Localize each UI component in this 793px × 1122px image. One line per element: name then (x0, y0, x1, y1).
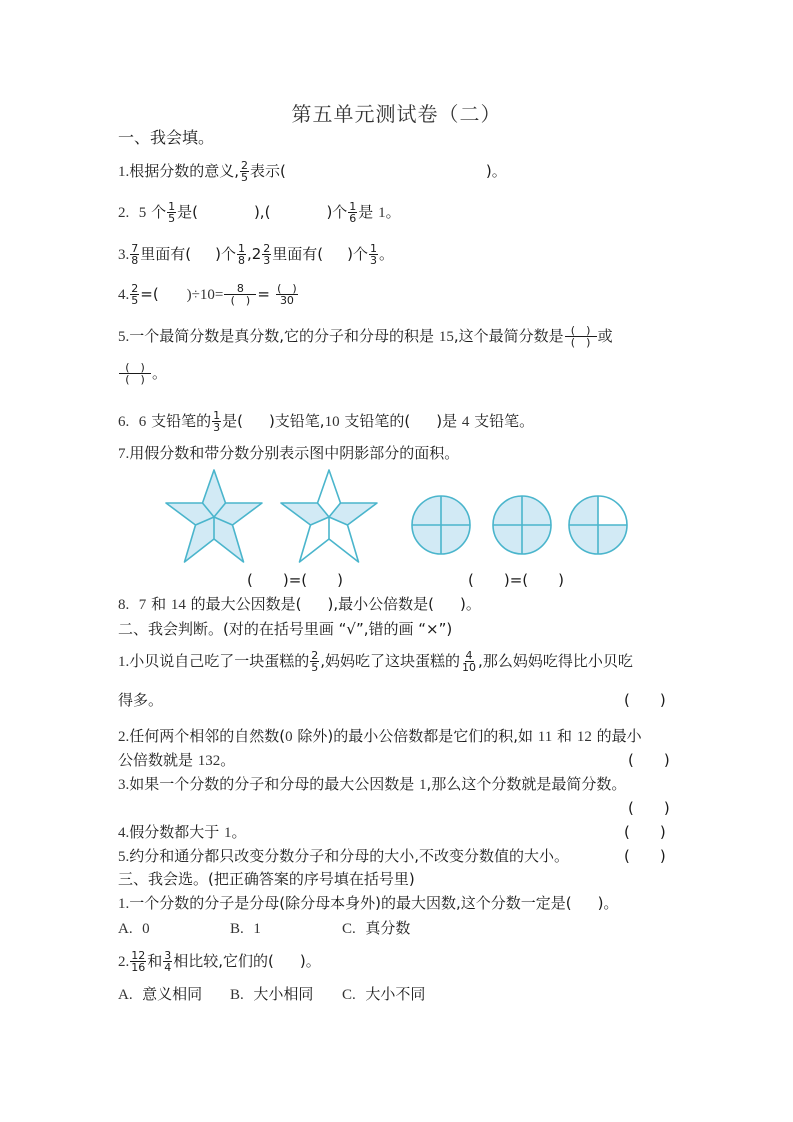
question-1-4: 4. $\frac{2}{5}$ =( )÷10= $\frac{8}{( )}$ = $\frac{( )}{30}$ (118, 282, 297, 307)
question-2-2-cont: 公倍数就是 132。 (118, 751, 236, 769)
question-2-5: 5.约分和通分都只改变分数分子和分母的大小,不改变分数值的大小。 (118, 847, 570, 865)
judge-answer-blank-4[interactable]: ( ) (624, 823, 666, 841)
question-1-5: 5.一个最简分数是真分数,它的分子和分母的积是 15,这个最简分数是 $\frac{( )}{( )}$ 或 (118, 324, 613, 349)
question-3-1: 1.一个分数的分子是分母(除分母本身外)的最大因数,这个分数一定是( )。 (118, 894, 619, 912)
question-2-1: 1.小贝说自己吃了一块蛋糕的 $\frac{2}{5}$ ,妈妈吃了这块蛋糕的 $\frac{4}{10}$ ,那么妈妈吃得比小贝吃 (118, 649, 633, 674)
circles-answer-blank[interactable]: ( )=( ) (468, 571, 564, 589)
question-1-6: 6. 6 支铅笔的 $\frac{1}{3}$ 是( )支铅笔,10 支铅笔的( )是 4 支铅笔。 (118, 409, 535, 434)
option-b[interactable]: B. 1 (230, 921, 261, 937)
answer-fraction-blank[interactable]: $\frac{( )}{( )}$ (119, 362, 151, 385)
question-1-5-cont: $\frac{( )}{( )}$ 。 (118, 362, 167, 385)
question-1-1: 1.根据分数的意义, $\frac{2}{5}$ 表示( )。 (118, 159, 507, 184)
circle-figure-3 (567, 494, 629, 556)
option-c[interactable]: C. 大小不同 (342, 985, 426, 1003)
option-a[interactable]: A. 0 (118, 921, 150, 937)
option-b[interactable]: B. 大小相同 (230, 985, 314, 1003)
question-2-2: 2.任何两个相邻的自然数(0 除外)的最小公倍数都是它们的积,如 11 和 12 的最小 (118, 727, 642, 745)
section-heading-judge: 二、我会判断。(对的在括号里画 “√”,错的画 “×”) (118, 620, 453, 638)
option-a[interactable]: A. 意义相同 (118, 985, 203, 1003)
question-1-2: 2. 5 个 $\frac{1}{5}$ 是( ),( )个 $\frac{1}{6}$ 是 1。 (118, 200, 401, 225)
answer-fraction-blank[interactable]: $\frac{( )}{( )}$ (565, 325, 597, 348)
fraction: $\frac{2}{5}$ (241, 159, 249, 184)
section-heading-choose: 三、我会选。(把正确答案的序号填在括号里) (118, 870, 415, 888)
question-2-3: 3.如果一个分数的分子和分母的最大公因数是 1,那么这个分数就是最简分数。 (118, 775, 627, 793)
question-3-2: 2. $\frac{12}{16}$ 和 $\frac{3}{4}$ 相比较,它们的( )。 (118, 949, 321, 974)
question-1-7: 7.用假分数和带分数分别表示图中阴影部分的面积。 (118, 444, 460, 462)
question-1-3: 3. $\frac{7}{8}$ 里面有( )个 $\frac{1}{8}$ ,2 $\frac{2}{3}$ 里面有( )个 $\frac{1}{3}$ 。 (118, 242, 395, 267)
circle-figure-2 (491, 494, 553, 556)
question-2-1-cont: 得多。 (118, 691, 164, 709)
option-c[interactable]: C. 真分数 (342, 919, 411, 937)
judge-answer-blank-3[interactable]: ( ) (628, 799, 670, 817)
judge-answer-blank-2[interactable]: ( ) (628, 751, 670, 769)
question-2-4: 4.假分数都大于 1。 (118, 823, 247, 841)
page-title: 第五单元测试卷（二） (291, 102, 502, 126)
circle-figure-1 (410, 494, 472, 556)
judge-answer-blank-1[interactable]: ( ) (624, 691, 666, 709)
judge-answer-blank-5[interactable]: ( ) (624, 847, 666, 865)
stars-answer-blank[interactable]: ( )=( ) (247, 571, 343, 589)
star-figure-1 (165, 470, 263, 564)
question-1-8: 8. 7 和 14 的最大公因数是( ),最小公倍数是( )。 (118, 595, 481, 613)
star-figure-2 (280, 470, 378, 564)
section-heading-fill: 一、我会填。 (118, 128, 215, 147)
